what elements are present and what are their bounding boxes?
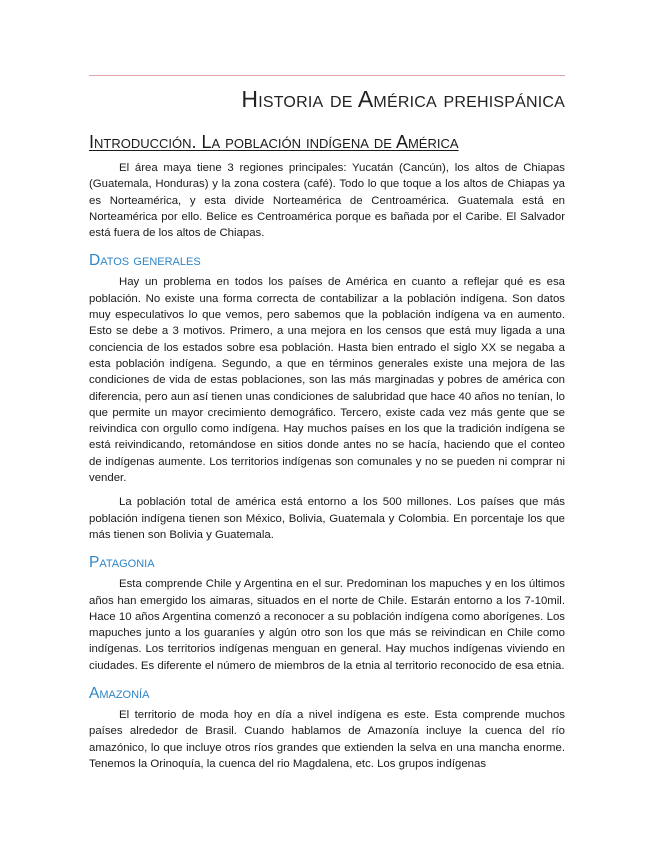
section-heading: Patagonia: [89, 554, 155, 572]
paragraph: El área maya tiene 3 regiones principales: Yucatán (Cancún), los altos de Chiapas (Guatemala, Honduras) y la zona costera (café). Todo lo que toque a los altos de Chiapas ya es Norteamérica, y esta divide Norteamérica de Centroamérica. Guatemala está en Norteamérica por ello. Belice es Centroamérica porque es bañada por el Caribe. El Salvador está fuera de los altos de Chiapas.: [89, 162, 565, 240]
header-rule: [89, 75, 565, 76]
paragraph: Esta comprende Chile y Argentina en el sur. Predominan los mapuches y en los últimos años han emergido los aimaras, situados en el norte de Chile. Estarán entorno a los 7-10mil. Hace 10 años Argentina comenzó a reconocer a su población indígena como aborígenes. Los mapuches junto a los guaraníes y algún otro son los que más se reivindican en Chile como indígenas. Los territorios indígenas menguan en general. Hay muchos indígenas viviendo en ciudades. Es diferente el número de miembros de la etnia al territorio reconocido de esa etnia.: [89, 578, 565, 672]
document-title: Historia de América prehispánica: [241, 86, 565, 112]
paragraph: El territorio de moda hoy en día a nivel indígena es este. Esta comprende muchos países alrededor de Brasil. Cuando hablamos de Amazonía incluye la cuenca del río amazónico, lo que incluye otros ríos grandes que extienden la selva en una mancha enorme. Tenemos la Orinoquía, la cuenca del rio Magdalena, etc. Los grupos indígenas: [89, 709, 565, 770]
section-heading: Introducción. La población indígena de América: [89, 132, 459, 152]
section-heading: Datos generales: [89, 252, 201, 270]
section-amazonia: [89, 684, 565, 772]
section-heading: Amazonía: [89, 685, 150, 703]
document-body: [89, 132, 565, 772]
section-introduccion: [89, 132, 565, 241]
paragraph: Hay un problema en todos los países de América en cuanto a reflejar qué es esa población. No existe una forma correcta de contabilizar a la población indígena. Son datos muy especulativos lo que vemos, pero sabemos que la población indígena va en aumento. Esto se debe a 3 motivos. Primero, a una mejora en los censos que está muy ligada a una conciencia de los estados sobre esa población. Hasta bien entrado el siglo XX se negaba a esta población indígena. Segundo, a que en términos generales existe una mejora de las condiciones de vida de estas poblaciones, son las más marginadas y pobres de américa con diferencia, pero aun así tienen unas condiciones de salubridad que hace 40 años no tenían, lo que permite un mayor crecimiento demográfico. Tercero, existe cada vez más gente que se reivindica con orgullo como indígena. Hay muchos países en los que la tradición indígena se está reivindicando, retomándose en sitios donde antes no se hacía, haciendo que el conteo de indígenas aumente. Los territorios indígenas son comunales y no se pueden ni comprar ni vender.: [89, 276, 565, 485]
section-datos-generales: [89, 251, 565, 543]
section-patagonia: [89, 553, 565, 674]
paragraph: La población total de américa está entorno a los 500 millones. Los países que más población indígena tienen son México, Bolivia, Guatemala y Colombia. En porcentaje los que más tienen son Bolivia y Guatemala.: [89, 496, 565, 541]
